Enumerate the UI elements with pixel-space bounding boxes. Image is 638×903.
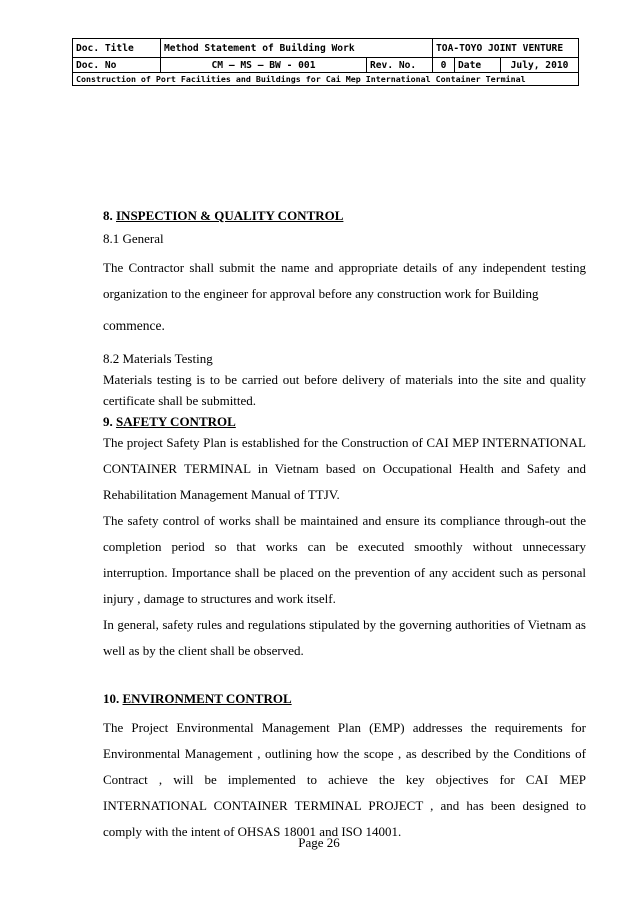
section-8-title: INSPECTION & QUALITY CONTROL — [116, 208, 344, 223]
date-label: Date — [455, 58, 501, 73]
section-8-1-paragraph-end: commence. — [103, 318, 165, 333]
section-9-paragraph-1: The project Safety Plan is established for the Construction of CAI MEP INTERNATIONAL CONTAINER TERMINAL in Vietnam based on Occupational Health and Safety and Rehabilitation Management Manual of TTJV. — [103, 435, 586, 502]
rev-no-label: Rev. No. — [367, 58, 433, 73]
section-9-paragraph-2: The safety control of works shall be maintained and ensure its compliance through-out the completion period so that works can be executed smoothly without unnecessary interruption. Importance shall be placed on the prevention of any accident such as personal injury , damage to structures and work itself. — [103, 513, 586, 606]
page-content — [103, 205, 586, 845]
doc-title-label: Doc. Title — [73, 39, 161, 58]
company-name: TOA-TOYO JOINT VENTURE — [433, 39, 579, 58]
section-9-paragraph-3: In general, safety rules and regulations stipulated by the governing authorities of Vietnam as well as by the client shall be observed. — [103, 617, 586, 658]
project-title: Construction of Port Facilities and Buildings for Cai Mep International Container Terminal — [73, 73, 579, 86]
document-header-table — [72, 38, 579, 86]
subsection-8-1-heading: 8.1 General — [103, 231, 164, 246]
section-9-heading: 9. SAFETY CONTROL — [103, 414, 236, 429]
doc-no-label: Doc. No — [73, 58, 161, 73]
section-8-1-paragraph: The Contractor shall submit the name and appropriate details of any independent testing organization to the engineer for approval before any construction work for Building — [103, 260, 586, 301]
section-8-heading: 8. INSPECTION & QUALITY CONTROL — [103, 208, 344, 223]
section-10-title: ENVIRONMENT CONTROL — [122, 691, 292, 706]
section-10-paragraph: The Project Environmental Management Plan (EMP) addresses the requirements for Environmental Management , outlining how the scope , as described by the Conditions of Contract , will be implemented to achieve the key objectives for CAI MEP INTERNATIONAL CONTAINER TERMINAL PROJECT , and has been designed to comply with the intent of OHSAS 18001 and ISO 14001. — [103, 720, 586, 839]
section-9-title: SAFETY CONTROL — [116, 414, 236, 429]
doc-no-value: CM – MS – BW - 001 — [161, 58, 367, 73]
subsection-8-2-heading: 8.2 Materials Testing — [103, 351, 213, 366]
doc-title-value: Method Statement of Building Work — [161, 39, 433, 58]
section-8-2-paragraph: Materials testing is to be carried out before delivery of materials into the site and quality certificate shall be submitted. — [103, 372, 586, 408]
section-10-heading: 10. ENVIRONMENT CONTROL — [103, 691, 292, 706]
page-number: Page 26 — [298, 835, 340, 850]
rev-no-value: 0 — [433, 58, 455, 73]
date-value: July, 2010 — [501, 58, 579, 73]
